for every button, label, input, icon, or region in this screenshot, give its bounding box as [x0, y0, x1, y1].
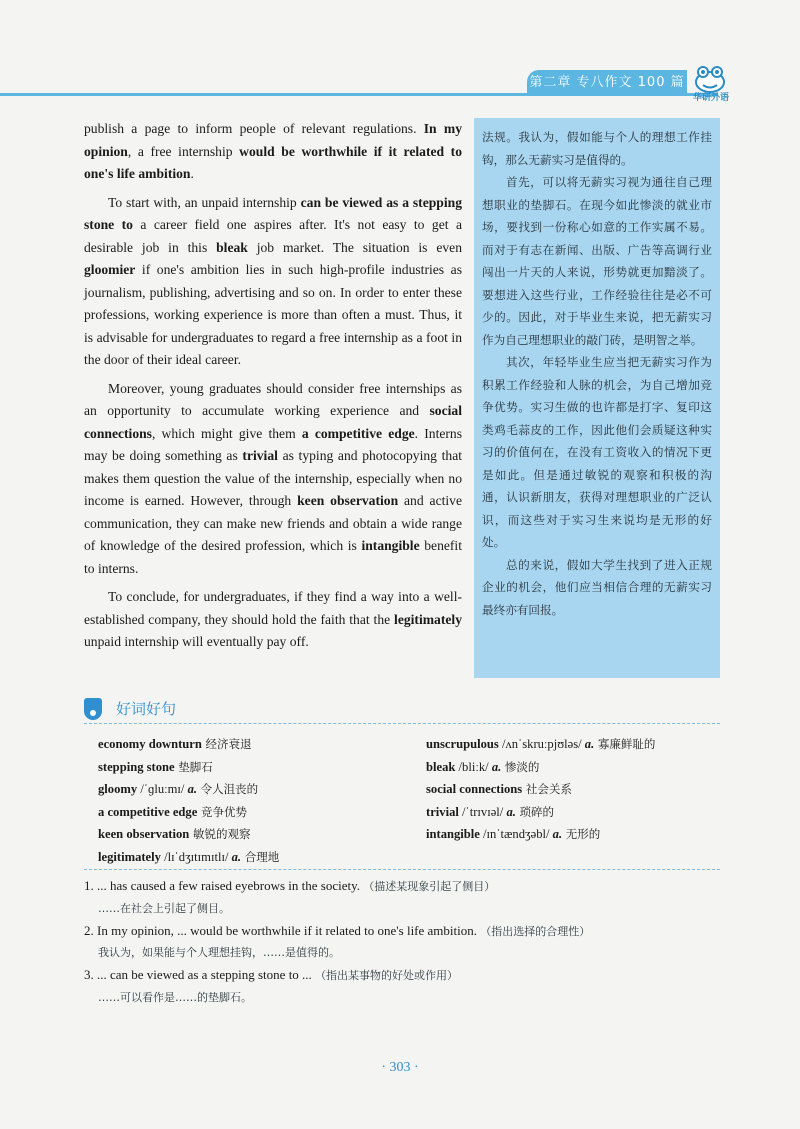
page-number: · 303 ·	[381, 1060, 419, 1075]
vocab-list-left	[98, 733, 279, 868]
logo-text: 华研外语	[692, 93, 729, 103]
vocab-list-right	[426, 733, 655, 846]
vocab-item: legitimately /lɪˈdʒɪtɪmɪtlɪ/ a. 合理地	[98, 849, 280, 864]
translation-box	[474, 118, 720, 678]
useful-sentences	[84, 874, 724, 1008]
essay-paragraph: To conclude, for undergraduates, if they find a way into a well-established company, they should hold the faith that the legitimately unpaid internship will eventually pay off.	[84, 589, 462, 649]
vocab-item: stepping stone 垫脚石	[98, 759, 213, 774]
essay-text	[84, 118, 462, 660]
vocab-item: intangible /ɪnˈtændʒəbl/ a. 无形的	[426, 827, 601, 841]
sentence-translation: 我认为，如果能与个人理想挂钩，……是值得的。	[98, 946, 340, 959]
translation-paragraph: 其次，年轻毕业生应当把无薪实习作为积累工作经验和人脉的机会，为自己增加竞争优势。实习生做的也许都是打字、复印这类鸡毛蒜皮的工作，因此他们会质疑这种实习的价值何在，在没有工资收入的情况下更是如此。但是通过敏锐的观察和积极的沟通，认识新朋友，获得对理想职业的广泛认识，而这些对于实习生来说均是无形的好处。	[482, 355, 712, 549]
section-title: 好词好句	[116, 700, 177, 718]
section-divider	[84, 723, 720, 725]
chapter-tab: 第二章 专八作文 100 篇	[527, 70, 687, 96]
vocab-item: bleak /bliːk/ a. 惨淡的	[426, 759, 540, 774]
sentences-divider	[84, 869, 720, 870]
translation-paragraph: 法规。我认为，假如能与个人的理想工作挂钩，那么无薪实习是值得的。	[482, 130, 712, 167]
essay-paragraph: publish a page to inform people of relevant regulations. In my opinion, a free internship would be worthwhile if it related to one's life ambition.	[84, 121, 462, 181]
section-marker-icon	[84, 698, 102, 720]
translation-paragraph: 总的来说，假如大学生找到了进入正规企业的机会，他们应当相信合理的无薪实习最终亦有回报。	[482, 557, 712, 617]
essay-paragraph: To start with, an unpaid internship can be viewed as a stepping stone to a career field one aspires after. It's not easy to get a desirable job in this bleak job market. The situation is even gloomier if one's ambition lies in such high-profile industries as journalism, publishing, advertising and so on. In order to enter these professions, working experience is more than often a must. Thus, it is advisable for undergraduates to regard a free internship as a foot in the door of their ideal career.	[84, 194, 463, 367]
essay-paragraph: Moreover, young graduates should consider free internships as an opportunity to accumulate working experience and social connections, which might give them a competitive edge. Interns may be doing something as trivial as typing and photocopying that makes them question the value of the internship, especially when no income is earned. However, through keen observation and active communication, they can make new friends and obtain a wide range of knowledge of the desired profession, which is intangible benefit to interns.	[84, 380, 463, 576]
vocab-item: a competitive edge 竞争优势	[98, 804, 247, 819]
sentence-translation: ……在社会上引起了侧目。	[98, 901, 230, 915]
vocab-item: economy downturn 经济衰退	[98, 737, 252, 751]
translation-paragraph: 首先，可以将无薪实习视为通往自己理想职业的垫脚石。在现今如此惨淡的就业市场，要找到一份称心如意的工作实属不易。而对于有志在新闻、出版、广告等高调行业闯出一片天的人来说，形势就更加黯淡了。要想进入这些行业，工作经验往往是必不可少的。因此，对于毕业生来说，把无薪实习作为自己理想职业的敲门砖，是明智之举。	[482, 175, 712, 347]
sentence-translation: ……可以看作是……的垫脚石。	[98, 990, 252, 1004]
vocab-item: gloomy /ˈɡluːmɪ/ a. 令人沮丧的	[98, 782, 259, 796]
vocab-item: social connections 社会关系	[426, 782, 572, 796]
sentence-pattern: 1. ... has caused a few raised eyebrows in the society. （描述某现象引起了侧目）	[84, 878, 496, 893]
sentence-pattern: 2. In my opinion, ... would be worthwhile if it related to one's life ambition. （指出选择的合理性）	[84, 922, 591, 938]
sentence-pattern: 3. ... can be viewed as a stepping stone to ... （指出某事物的好处或作用）	[84, 967, 459, 982]
vocab-item: keen observation 敏锐的观察	[98, 827, 251, 841]
vocab-item: unscrupulous /ʌnˈskruːpjʊləs/ a. 寡廉鲜耻的	[426, 737, 656, 751]
vocab-item: trivial /ˈtrɪvɪəl/ a. 琐碎的	[426, 804, 555, 819]
